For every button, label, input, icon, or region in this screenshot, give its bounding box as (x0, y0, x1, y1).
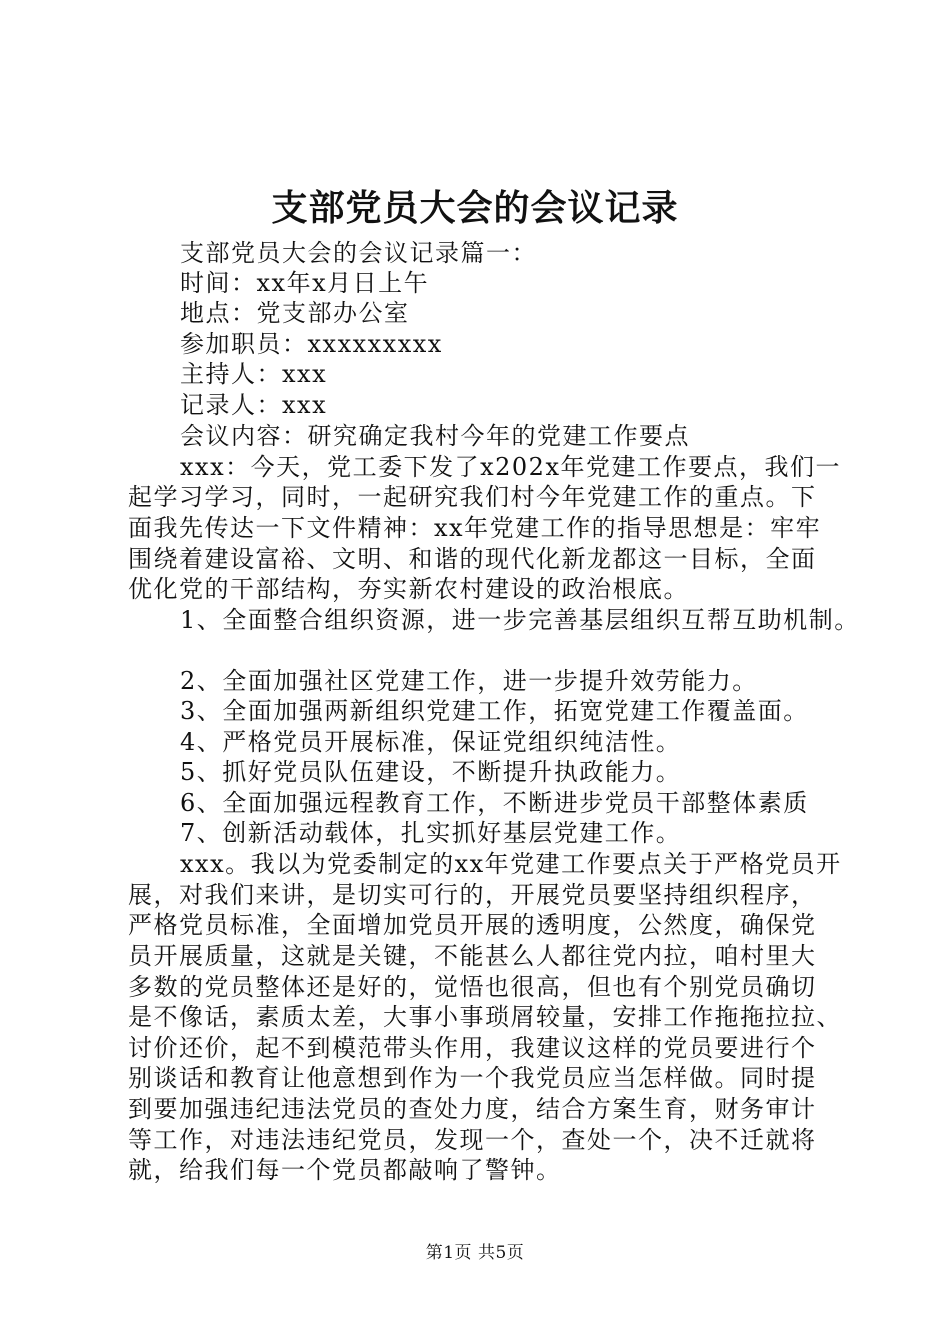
section-heading: 支部党员大会的会议记录篇一： (180, 239, 537, 267)
paragraph-line: 等工作，对违法违纪党员，发现一个，查处一个，决不迁就将 (128, 1126, 817, 1154)
meeting-host: 主持人：xxx (180, 360, 328, 388)
paragraph-line: 严格党员标准，全面增加党员开展的透明度，公然度，确保党 (128, 911, 817, 939)
document-title: 支部党员大会的会议记录 (271, 187, 679, 229)
paragraph-line: 别谈话和教育让他意想到作为一个我党员应当怎样做。同时提 (128, 1064, 817, 1092)
list-item: 1、全面整合组织资源，进一步完善基层组织互帮互助机制。 (180, 606, 860, 634)
paragraph-line: xxx。我以为党委制定的xx年党建工作要点关于严格党员开 (180, 850, 842, 878)
paragraph-line: xxx：今天，党工委下发了x202x年党建工作要点，我们一 (180, 453, 841, 481)
paragraph-line: 起学习学习，同时，一起研究我们村今年党建工作的重点。下 (128, 483, 817, 511)
paragraph-line: 员开展质量，这就是关键，不能甚么人都往党内拉，咱村里大 (128, 942, 817, 970)
meeting-attendees: 参加职员：xxxxxxxxx (180, 330, 443, 358)
meeting-location: 地点：党支部办公室 (180, 299, 410, 327)
page-footer: 第1页 共5页 (425, 1243, 525, 1263)
meeting-time: 时间：xx年x月日上午 (180, 269, 430, 297)
meeting-content: 会议内容：研究确定我村今年的党建工作要点 (180, 422, 690, 450)
paragraph-line: 展，对我们来讲，是切实可行的，开展党员要坚持组织程序， (128, 881, 817, 909)
paragraph-line: 面我先传达一下文件精神：xx年党建工作的指导思想是：牢牢 (128, 514, 822, 542)
list-item: 3、全面加强两新组织党建工作，拓宽党建工作覆盖面。 (180, 697, 809, 725)
meeting-recorder: 记录人：xxx (180, 391, 328, 419)
paragraph-line: 就，给我们每一个党员都敲响了警钟。 (128, 1156, 562, 1184)
paragraph-line: 多数的党员整体还是好的，觉悟也很高，但也有个别党员确切 (128, 973, 817, 1001)
paragraph-line: 是不像话，素质太差，大事小事琐屑较量，安排工作拖拖拉拉、 (128, 1003, 842, 1031)
list-item: 7、创新活动载体，扎实抓好基层党建工作。 (180, 819, 682, 847)
list-item: 4、严格党员开展标准，保证党组织纯洁性。 (180, 728, 682, 756)
paragraph-line: 围绕着建设富裕、文明、和谐的现代化新龙都这一目标，全面 (128, 545, 817, 573)
paragraph-line: 讨价还价，起不到模范带头作用，我建议这样的党员要进行个 (128, 1034, 817, 1062)
paragraph-line: 优化党的干部结构，夯实新农村建设的政治根底。 (128, 575, 689, 603)
list-item: 2、全面加强社区党建工作，进一步提升效劳能力。 (180, 667, 758, 695)
list-item: 6、全面加强远程教育工作，不断进步党员干部整体素质 (180, 789, 809, 817)
list-item: 5、抓好党员队伍建设，不断提升执政能力。 (180, 758, 682, 786)
paragraph-line: 到要加强违纪违法党员的查处力度，结合方案生育，财务审计 (128, 1095, 817, 1123)
